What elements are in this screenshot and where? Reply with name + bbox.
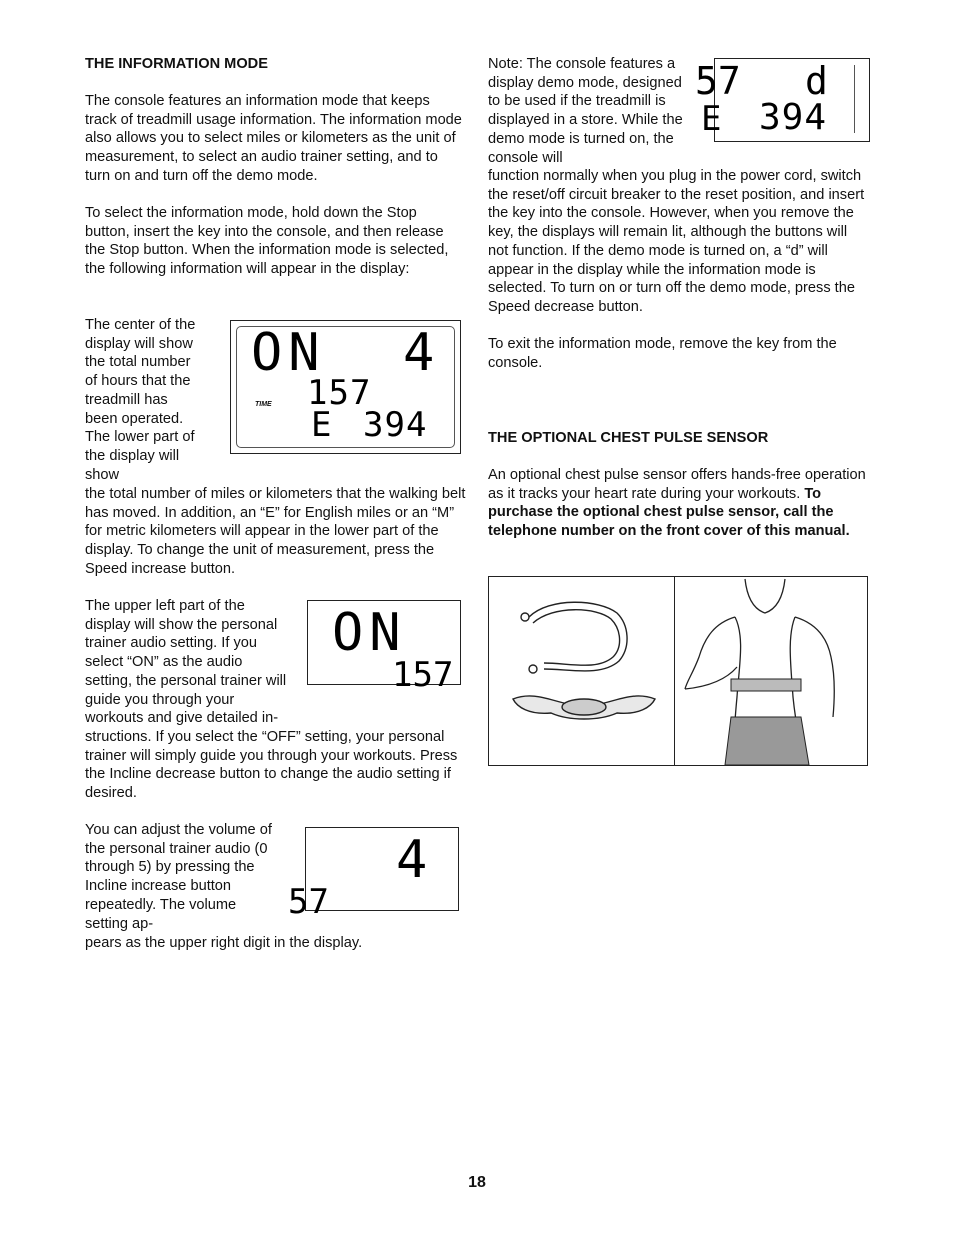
paragraph-audio-rest: structions. If you select the “OFF” setting, your personal trainer will simply guide you through your workouts. Press the Incline decrease button to change the audio setting if desired.	[85, 729, 458, 802]
paragraph-volume-short: You can adjust the volume of the personal trainer audio (0 through 5) by pressing the Incline increase button repeatedly. The volume setting ap-	[85, 822, 272, 932]
paragraph-chest-sensor	[488, 466, 870, 541]
paragraph-hours-short: The center of the display will show the total number of hours that the treadmill has been operated. The lower part of the display will show	[85, 317, 196, 483]
display-hours-crop: 157	[392, 655, 454, 695]
chest-sensor-figure	[488, 576, 868, 766]
display-hours-crop-2: 57	[288, 882, 329, 922]
page-number: 18	[468, 1174, 486, 1191]
chest-strap-illustration	[489, 577, 674, 765]
paragraph-audio-short: The upper left part of the display will show the personal trainer audio setting. If you select “ON” as the audio setting, the personal trainer will guide you through your workouts and give detailed in-	[85, 598, 287, 727]
section-heading-chest-pulse-sensor: THE OPTIONAL CHEST PULSE SENSOR	[488, 430, 769, 446]
console-display-full	[230, 320, 461, 454]
display-hours-demo: 57	[695, 59, 741, 103]
display-unit-demo: E	[701, 99, 722, 139]
display-time-label: TIME	[255, 401, 272, 408]
display-unit: E	[311, 405, 332, 445]
paragraph-volume-rest: pears as the upper right digit in the display.	[85, 935, 363, 951]
paragraph-hours-rest: the total number of miles or kilometers that the walking belt has moved. In addition, an “E” for English miles or an “M” for metric kilometers will appear in the lower part of the display. To change the unit of measurement, press the Speed increase button.	[85, 486, 466, 577]
console-display-demo-crop	[695, 58, 870, 142]
chest-sensor-text: An optional chest pulse sensor offers hands-free operation as it tracks your heart rate during your workouts.	[488, 467, 866, 502]
console-display-volume-crop	[288, 827, 459, 922]
paragraph-demo-note-short: Note: The console features a display demo mode, designed to be used if the treadmill is displayed in a store. While the demo mode is turned on, the console will	[488, 56, 683, 166]
paragraph-exit-mode: To exit the information mode, remove the key from the console.	[488, 336, 837, 371]
console-display-audio-crop	[307, 600, 461, 695]
paragraph-demo-note-rest: function normally when you plug in the power cord, switch the reset/off circuit breaker to the reset position, and insert the key into the console. However, when you remove the key, the displays will remain lit, although the buttons will not function. If the demo mode is turned on, a “d” will appear in the display while the information mode is selected. To turn on or turn off the demo mode, press the Speed decrease button.	[488, 168, 865, 315]
paragraph-select-mode: To select the information mode, hold down the Stop button, insert the key into the console, and then release the Stop button. When the information mode is selected, the following information will appear in the display:	[85, 205, 449, 278]
chest-sensor-purchase-text: To purchase the optional chest pulse sensor, call the telephone number on the front cover of this manual.	[488, 485, 850, 540]
display-audio-on-crop: ON	[332, 603, 407, 663]
display-hours: 157	[307, 373, 372, 413]
paragraph-information-intro: The console features an information mode that keeps track of treadmill usage information. The information mode also allows you to select miles or kilometers as the unit of measurement, to select an audio trainer setting, and to turn on and turn off the demo mode.	[85, 93, 462, 184]
display-volume-digit-crop: 4	[396, 830, 428, 890]
display-miles-demo: 394	[759, 97, 828, 138]
display-volume-digit: 4	[403, 323, 435, 383]
display-demo-d: d	[805, 59, 828, 103]
display-audio-on: ON	[251, 323, 326, 383]
section-heading-information-mode: THE INFORMATION MODE	[85, 56, 268, 72]
person-wearing-sensor-illustration	[675, 577, 868, 765]
display-miles: 394	[363, 405, 428, 445]
